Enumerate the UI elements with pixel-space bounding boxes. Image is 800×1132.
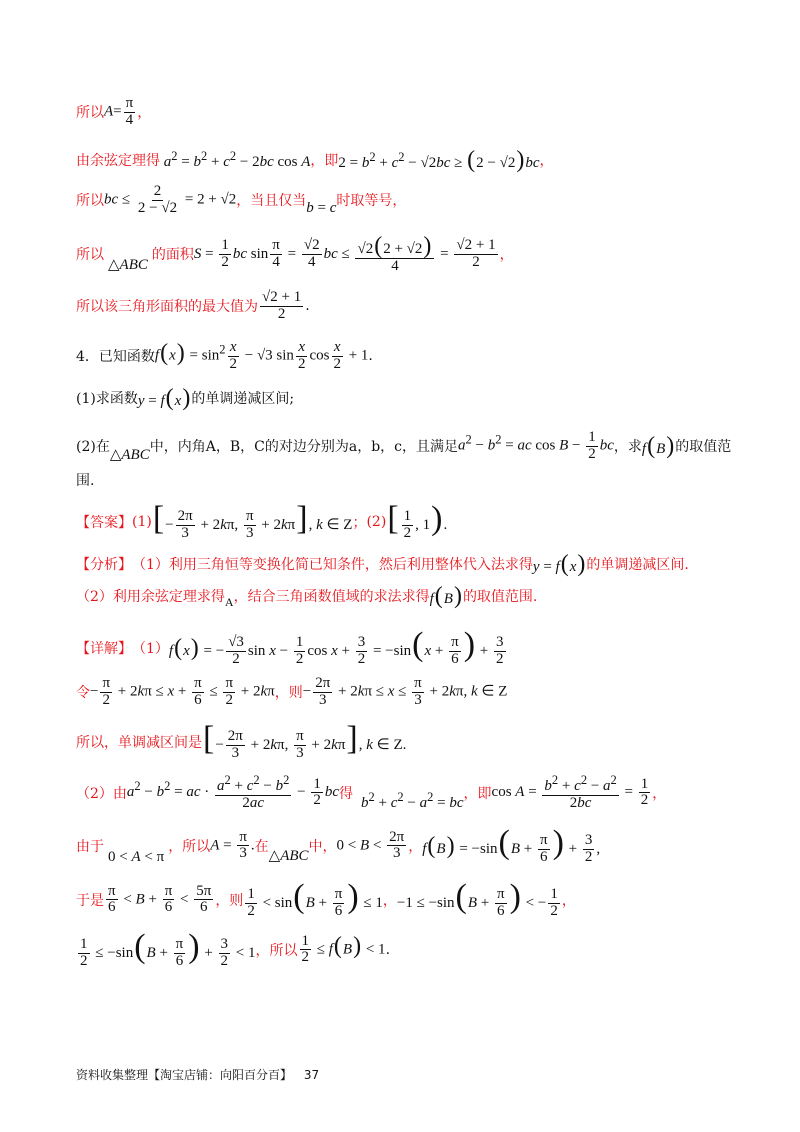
text-end: . (305, 298, 310, 315)
question-part-1 (76, 386, 294, 410)
math-y-eq-fx: y = f(x) (532, 551, 586, 577)
answer-part2-label: (2) (366, 513, 387, 530)
yu-zhong: 中， (308, 838, 337, 855)
detail-line-part2 (76, 774, 666, 812)
text-prefix: 所以 (76, 193, 104, 210)
math-final-range: $\frac{1}{2}$ ≤ −sin(B + $\frac{\pi}{6}$ ) + $\frac{3}{2}$ < 1 (80, 928, 256, 970)
shi-prefix: 于是 (76, 892, 104, 909)
math-max-value: $\frac{√2 + 1}{2}$ (262, 289, 302, 322)
shi-end: ， (561, 892, 576, 909)
line-cosine-rule (76, 148, 554, 172)
math-d2-eq: $a^2 - b^2$ = ac · $\frac{a^2 + c^2 - b^2}{2ac}$ − $\frac{1}{2}$ bc (126, 773, 340, 811)
text-prefix: 由余弦定理得 (76, 153, 160, 169)
detail-line-1 (76, 628, 508, 668)
answer-label: 【答案】 (76, 514, 132, 531)
math-b-shift-range: $\frac{\pi}{6}$ < B + $\frac{\pi}{6}$ < $\frac{5\pi}{6}$ (108, 882, 212, 916)
part2-end: 的取值范 (675, 439, 732, 456)
math-d2-result: $b^2 + c^2 - a^2$ = bc (361, 789, 464, 811)
text-mid: 的面积 (151, 247, 194, 264)
part2-mid: 中，内角A，B，C的对边分别为a，b，c，且满足 (149, 439, 458, 456)
page-footer (76, 1066, 319, 1083)
yu-zai: 在 (254, 838, 269, 855)
detail-line-interval (76, 722, 406, 762)
yu-sep: ， (408, 838, 423, 855)
text-prefix: 所以该三角形面积的最大值为 (76, 299, 258, 316)
text-end: ， (539, 153, 554, 169)
footer-text: 资料收集整理【淘宝店铺：向阳百分百】 (76, 1068, 293, 1082)
analysis-text-1: （1）利用三角恒等变换化简已知条件，然后利用整体代入法求得 (132, 557, 533, 573)
question-4 (76, 340, 373, 373)
detail-line-final (76, 930, 390, 970)
final-end: . (385, 941, 391, 958)
math-area-formula: S = $\frac{1}{2}$ bc sin $\frac{\pi}{4}$ = $\frac{√2}{4}$ bc ≤ $\frac{√2(2 + √2)}{4}$ = $\frac{√2 + 1}{2}$ (193, 233, 496, 274)
detail-part1-label: （1） (132, 640, 169, 657)
question-part-2-cont (76, 470, 94, 490)
part1-end: 的单调递减区间; (191, 391, 295, 407)
text-end: ， (499, 247, 514, 264)
question-end: . (368, 348, 373, 365)
math-cos-a: cos A = $\frac{b^2 + c^2 - a^2}{2bc}$ = $\frac{1}{2}$ (491, 773, 649, 811)
analysis-line-1 (76, 552, 689, 576)
math-condition: $a^2 - b^2$ = ac cos B − $\frac{1}{2}$ bc (458, 429, 614, 462)
math-a-val: A = $\frac{\pi}{3}$ . (210, 828, 255, 862)
detail-line-ling (76, 676, 507, 709)
math-bc-le: bc ≤ $\frac{2}{2 - √2}$ = 2 + √2 (104, 183, 237, 216)
math-b-range: 0 < B < $\frac{2\pi}{3}$ (336, 828, 405, 862)
yu-prefix: 由于 (76, 838, 104, 855)
part1-prefix: (1)求函数 (76, 391, 138, 407)
math-b-eq-c: b = c (306, 199, 337, 216)
analysis-text-2-mid: ，结合三角函数值域的求法求得 (233, 589, 430, 605)
math-interval: [− $\frac{2\pi}{3}$ + 2kπ, $\frac{\pi}{3}$ + 2kπ], k ∈ Z. (203, 720, 407, 762)
math-inequality: $2 = b^2 + c^2 - √2bc \ge (2 - √2)bc$ (338, 147, 540, 173)
analysis-line-2 (76, 584, 537, 608)
math-cosine-law: $a^2 = b^2 + c^2 - 2bc$ cos A (163, 149, 311, 170)
line-area (76, 234, 514, 275)
math-a-range: 0 < A < π (108, 849, 165, 866)
line-bc-bound (76, 184, 406, 217)
ling-text: 令 (76, 685, 90, 702)
math-ling-inequality: − $\frac{\pi}{2}$ + 2kπ ≤ x + $\frac{\pi}{6}$ ≤ $\frac{\pi}{2}$ + 2kπ (90, 675, 275, 708)
math-simplified-fx: f(x) = − $\frac{√3}{2}$ sin x − $\frac{1}{2}$ cos x + $\frac{3}{2}$ = −sin(x + $\frac{\pi}{6}$ ) + $\frac{3}{2}$ (168, 626, 504, 668)
text-mid: ，即 (310, 153, 339, 169)
page-number: 37 (303, 1068, 320, 1082)
part2-cont: 围. (76, 473, 95, 489)
part2-prefix: (2)在 (76, 439, 110, 456)
d2-ji: ，即 (463, 785, 492, 802)
math-y-eq-fx: y = f(x) (137, 385, 191, 411)
analysis-text-1-end: 的单调递减区间. (586, 557, 689, 573)
ze-text: ，则 (274, 685, 303, 702)
answer-sep: ； (352, 514, 367, 531)
text-prefix: 所以 (76, 105, 104, 122)
text-end: 时取等号， (336, 193, 407, 210)
math-a-eq-pi4: A= $\frac{\pi}{4}$ (104, 95, 134, 128)
math-fb: f(B) (429, 583, 462, 609)
question-prefix: 4．已知函数 (76, 349, 155, 366)
line-angle-a: 所以 A= $\frac{\pi}{4}$ ， (76, 95, 152, 128)
analysis-text-2-end: 的取值范围. (462, 589, 538, 605)
analysis-label: 【分析】 (76, 557, 132, 573)
math-fb-expr: f(B) = −sin(B + $\frac{\pi}{6}$ ) + $\frac{3}{2}$ , (422, 824, 601, 866)
math-a: A (224, 594, 234, 609)
math-fb: f(B) (641, 433, 675, 460)
answer-line (76, 502, 447, 542)
math-fb-range: $\frac{1}{2}$ ≤ f(B) < 1 (301, 932, 386, 966)
text-prefix: 所以 (76, 247, 104, 264)
math-sin-range: $\frac{1}{2}$ < sin(B + $\frac{\pi}{6}$ ) ≤ 1 (247, 878, 383, 920)
final-mid: ，所以 (255, 942, 298, 959)
math-answer-interval: [− $\frac{2\pi}{3}$ + 2kπ, $\frac{\pi}{3}$ + 2kπ], k ∈ Z (152, 500, 353, 542)
line-max-area (76, 290, 310, 323)
math-answer-range: [ $\frac{1}{2}$ , 1). (387, 500, 448, 542)
shi-ze: ，则 (215, 892, 244, 909)
d2-end: ， (652, 785, 667, 802)
detail-line-yu (76, 826, 600, 866)
math-function-def: $f(x) = \sin^2$ $\frac{x}{2}$ − √3 sin $\frac{x}{2}$ cos $\frac{x}{2}$ + 1 (154, 339, 369, 372)
d2-de: 得 (339, 785, 354, 802)
math-neg-sin-range: −1 ≤ −sin(B + $\frac{\pi}{6}$ ) < − $\frac{1}{2}$ (396, 878, 558, 920)
question-part-2 (76, 430, 731, 463)
shi-sep: ， (382, 892, 397, 909)
detail-line-shi (76, 880, 576, 920)
d2-prefix: （2）由 (76, 785, 127, 802)
text-mid: ，当且仅当 (236, 193, 307, 210)
math-triangle-abc: △ABC (109, 446, 150, 463)
answer-part1-label: (1) (132, 513, 152, 530)
math-triangle-abc: △ABC (268, 848, 309, 865)
yu-mid: ，所以 (168, 838, 211, 855)
detail-label: 【详解】 (76, 640, 132, 657)
part2-mid2: ，求 (613, 439, 642, 456)
math-ze-inequality: − $\frac{2\pi}{3}$ + 2kπ ≤ x ≤ $\frac{\pi}{3}$ + 2kπ, k ∈ Z (302, 675, 508, 708)
analysis-text-2: （2）利用余弦定理求得 (76, 589, 225, 605)
math-triangle-abc: △ABC (108, 256, 148, 273)
interval-prefix: 所以，单调减区间是 (76, 734, 202, 751)
